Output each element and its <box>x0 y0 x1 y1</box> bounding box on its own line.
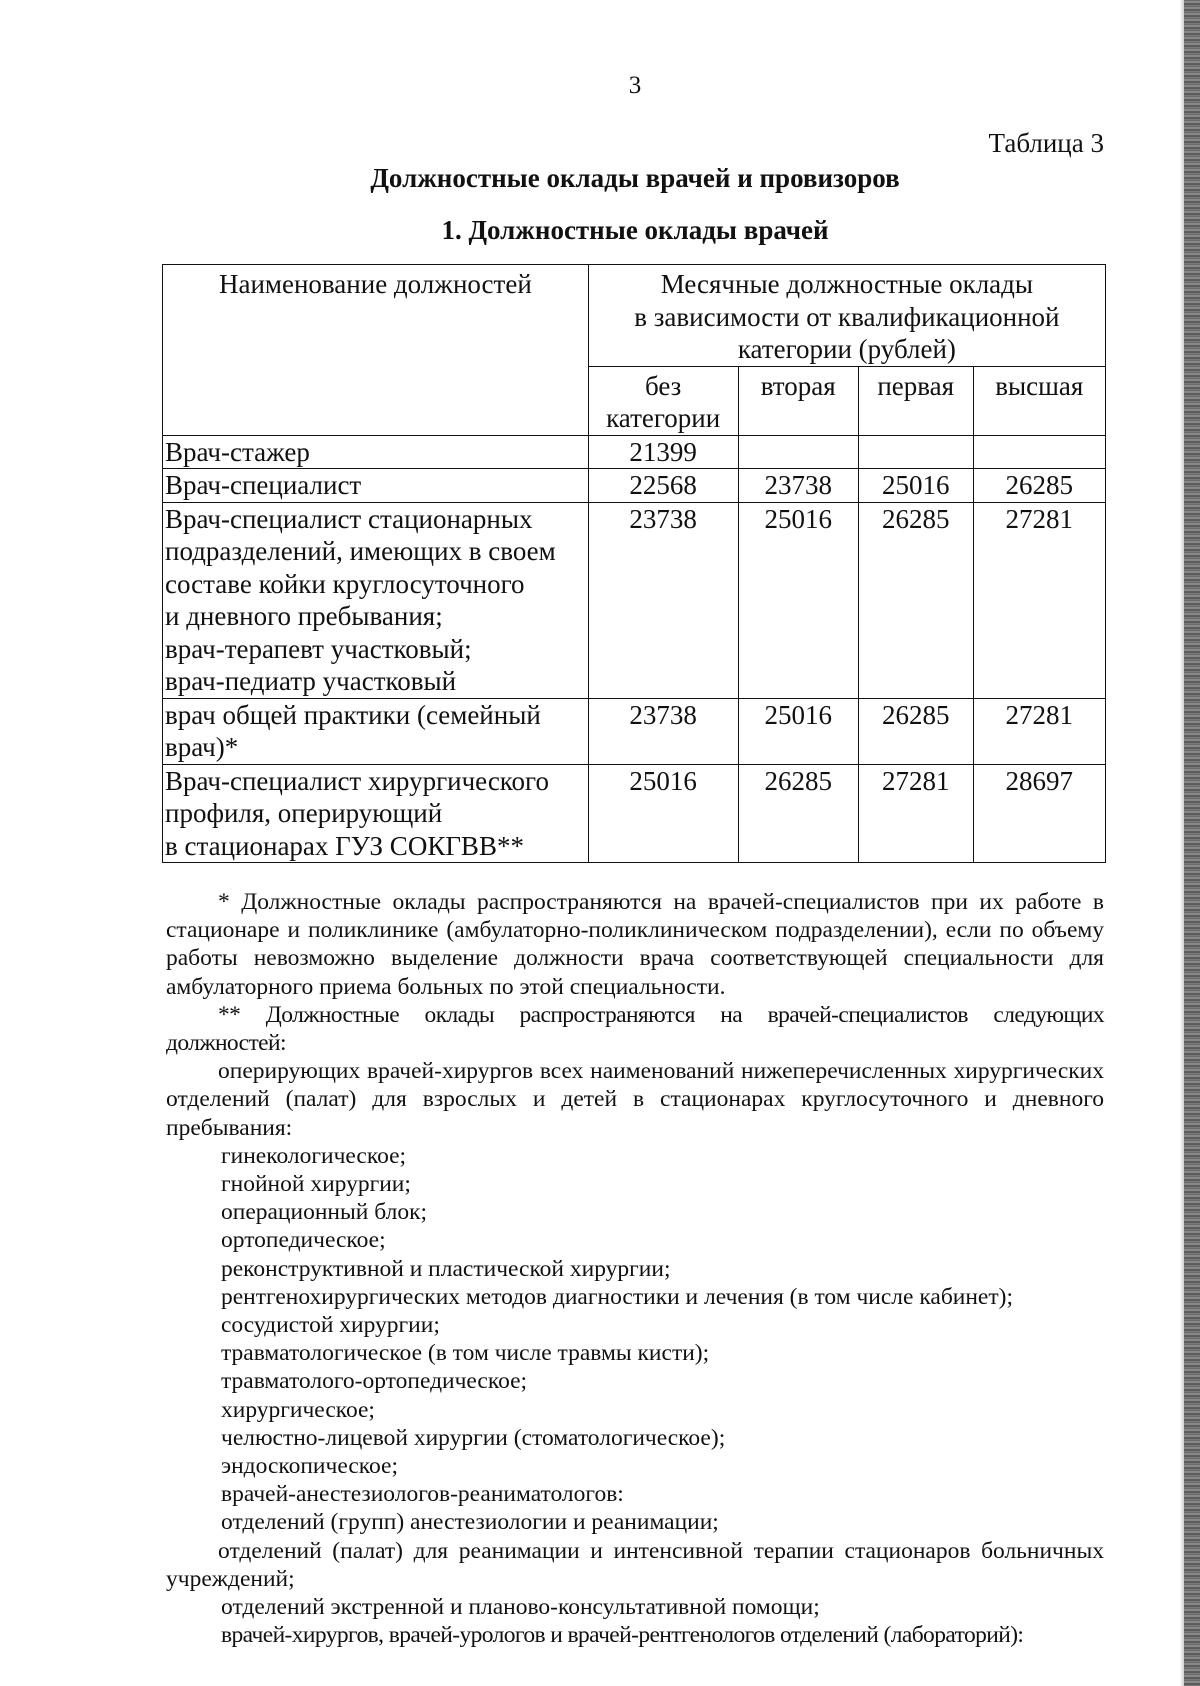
salary-highest: 28697 <box>973 764 1105 863</box>
footnotes <box>166 888 1104 1649</box>
icu-departments-item: отделений (палат) для реанимации и интенсивной терапии стационаров больничных учреждений; <box>166 1537 1104 1592</box>
position-name-cell <box>163 764 589 863</box>
department-item: хирургическое; <box>221 1396 375 1423</box>
header-category-first: первая <box>858 366 973 435</box>
salary-second: 25016 <box>738 698 858 764</box>
salary-second: 26285 <box>738 764 858 863</box>
position-name-line: Врач-специалист <box>165 470 362 500</box>
header-monthly-line: в зависимости от квалификационной <box>634 301 1060 332</box>
position-name-line: составе койки круглосуточного <box>165 568 525 599</box>
department-item: челюстно-лицевой хирургии (стоматологическое); <box>221 1424 726 1451</box>
salary-second: 25016 <box>738 502 858 698</box>
header-monthly-line: Месячные должностные оклады <box>660 269 1034 299</box>
anesthesiologists-item: врачей-анестезиологов-реаниматологов: <box>221 1481 624 1508</box>
table-row <box>163 435 1106 469</box>
header-monthly-salaries <box>588 265 1105 367</box>
salary-no-category: 23738 <box>588 502 738 698</box>
header-category-second: вторая <box>738 366 858 435</box>
department-item: гнойной хирургии; <box>221 1171 411 1198</box>
salary-first: 26285 <box>858 502 973 698</box>
table-header-row <box>163 265 1106 367</box>
header-category-highest: высшая <box>973 366 1105 435</box>
salary-first: 27281 <box>858 764 973 863</box>
header-category-line: категории <box>606 403 721 433</box>
header-monthly-line: категории (рублей) <box>737 334 956 364</box>
section-title: 1. Должностные оклады врачей <box>441 215 829 245</box>
salary-highest: 26285 <box>973 469 1105 503</box>
position-name-cell <box>163 502 589 698</box>
position-name-line: врач-педиатр участковый <box>165 666 457 696</box>
table-row <box>163 698 1106 764</box>
department-item: травматолого-ортопедическое; <box>221 1368 528 1395</box>
position-name-cell <box>163 435 589 469</box>
page-number: 3 <box>628 72 642 99</box>
position-name-cell <box>163 469 589 503</box>
operating-surgeons-intro: оперирующих врачей-хирургов всех наименований нижеперечисленных хирургических отделений (палат) для взрослых и детей в стационарах круглосуточного и дневного пребывания: <box>166 1058 1104 1141</box>
position-name-line: Врач-стажер <box>165 436 310 467</box>
salary-table <box>162 264 1106 863</box>
position-name-line: Врач-специалист стационарных <box>165 503 533 534</box>
department-item: травматологическое (в том числе травмы кисти); <box>221 1340 710 1367</box>
position-name-line: подразделений, имеющих в своем <box>165 536 556 566</box>
footnote-2: ** Должностные оклады распространяются на врачей-специалистов следующих должностей: <box>166 1001 1104 1057</box>
surgeons-urologists-item: врачей-хирургов, врачей-урологов и врачей-рентгенологов отделений (лабораторий): <box>221 1622 1024 1649</box>
salary-highest: 27281 <box>973 502 1105 698</box>
footnote-1: * Должностные оклады распространяются на врачей-специалистов при их работе в стационаре и поликлинике (амбулаторно-поликлиническом подразделении), если по объему работы невозможно выделение должности врача соответствующей специальности для амбулаторного приема больных по этой специальности. <box>166 889 1104 1000</box>
department-item: операционный блок; <box>221 1199 428 1226</box>
salary-highest <box>973 435 1105 469</box>
salary-second <box>738 435 858 469</box>
document-title: Должностные оклады врачей и провизоров <box>370 163 900 193</box>
salary-no-category: 25016 <box>588 764 738 863</box>
position-name-line: и дневного пребывания; <box>165 601 443 631</box>
table-row <box>163 764 1106 863</box>
table-row <box>163 469 1106 503</box>
scan-edge <box>1184 0 1200 1686</box>
emergency-departments-item: отделений экстренной и планово-консультативной помощи; <box>221 1594 820 1621</box>
salary-no-category: 21399 <box>588 435 738 469</box>
header-position-name: Наименование должностей <box>163 265 589 436</box>
department-item: эндоскопическое; <box>221 1453 398 1480</box>
department-item: ортопедическое; <box>221 1227 386 1254</box>
salary-highest: 27281 <box>973 698 1105 764</box>
position-name-line: профиля, оперирующий <box>165 798 443 828</box>
department-item: гинекологическое; <box>221 1142 407 1169</box>
salary-no-category: 22568 <box>588 469 738 503</box>
department-item: реконструктивной и пластической хирургии; <box>221 1255 671 1282</box>
salary-first <box>858 435 973 469</box>
table-row <box>163 502 1106 698</box>
salary-first: 26285 <box>858 698 973 764</box>
position-name-line: в стационарах ГУЗ СОКГВВ** <box>165 830 524 861</box>
salary-first: 25016 <box>858 469 973 503</box>
position-name-line: врач-терапевт участковый; <box>165 633 472 664</box>
position-name-cell <box>163 698 589 764</box>
table-label: Таблица 3 <box>988 128 1104 158</box>
salary-no-category: 23738 <box>588 698 738 764</box>
header-category-line: без <box>644 370 682 401</box>
salary-second: 23738 <box>738 469 858 503</box>
anesthesiology-groups-item: отделений (групп) анестезиологии и реанимации; <box>221 1509 719 1536</box>
department-item: рентгенохирургических методов диагностики и лечения (в том числе кабинет); <box>221 1283 1013 1310</box>
header-category-none <box>588 366 738 435</box>
department-item: сосудистой хирургии; <box>221 1312 440 1339</box>
position-name-line: врач)* <box>165 732 239 762</box>
position-name-line: Врач-специалист хирургического <box>165 765 549 796</box>
position-name-line: врач общей практики (семейный <box>165 699 541 730</box>
